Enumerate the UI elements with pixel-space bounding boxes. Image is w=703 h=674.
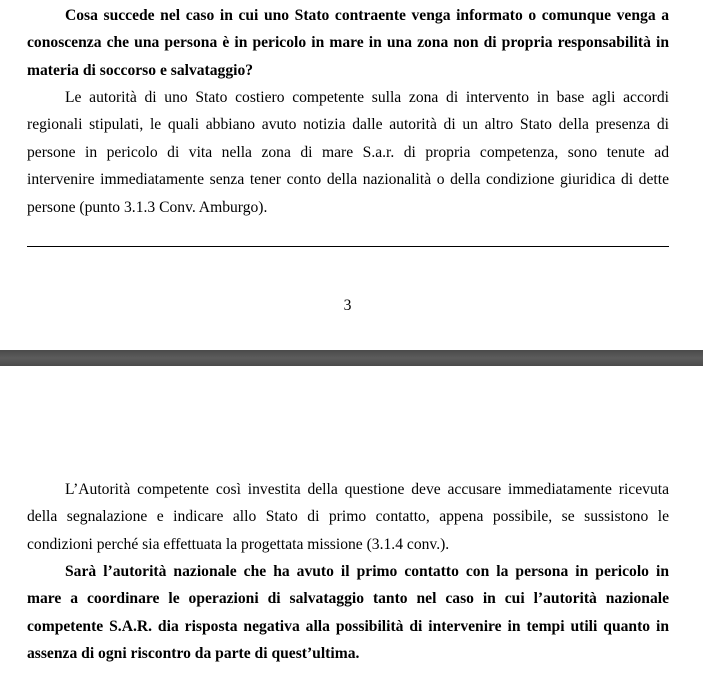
text-line: competente S.A.R. dia risposta negativa alla possibilità di intervenire in tempi utili quanto in [27, 617, 669, 635]
text-line: intervenire immediatamente senza tener conto della nazionalità o della condizione giuridica di dette [27, 171, 669, 189]
question-paragraph [27, 2, 669, 84]
text-line: Sarà l’autorità nazionale che ha avuto il primo contatto con la persona in pericolo in [65, 563, 669, 580]
text-line: Le autorità di uno Stato costiero competente sulla zona di intervento in base agli accordi [65, 89, 669, 106]
text-line: regionali stipulati, le quali abbiano avuto notizia dalle autorità di un altro Stato della presenza di [27, 116, 669, 134]
page-break-separator [0, 350, 703, 366]
text-line: persone (punto 3.1.3 Conv. Amburgo). [27, 198, 268, 216]
body-paragraph-2 [27, 558, 669, 668]
footnote-separator-line [27, 246, 669, 247]
page-number: 3 [343, 297, 352, 314]
text-line: Cosa succede nel caso in cui uno Stato contraente venga informato o comunque venga a [65, 7, 669, 24]
question-text: materia di soccorso e salvataggio? [27, 61, 254, 79]
text-line: assenza di ogni riscontro da parte di quest’ultima. [27, 645, 360, 663]
text-line: condizioni perché sia effettuata la progettata missione (3.1.4 conv.). [27, 535, 450, 553]
document-page-4 [0, 366, 703, 674]
text-line: della segnalazione e indicare allo Stato di primo contatto, appena possibile, se sussistono le [27, 508, 669, 526]
text-line: persone in pericolo di vita nella zona di mare S.a.r. di propria competenza, sono tenute ad [27, 143, 669, 161]
answer-paragraph [27, 84, 669, 221]
text-line: mare a coordinare le operazioni di salvataggio tanto nel caso in cui l’autorità nazionale [27, 590, 669, 608]
body-paragraph-1 [27, 476, 669, 558]
text-line: conoscenza che una persona è in pericolo in mare in una zona non di propria responsabilità in [27, 34, 669, 52]
text-line: L’Autorità competente così investita della questione deve accusare immediatamente ricevuta [65, 481, 669, 498]
text-line [27, 57, 669, 84]
